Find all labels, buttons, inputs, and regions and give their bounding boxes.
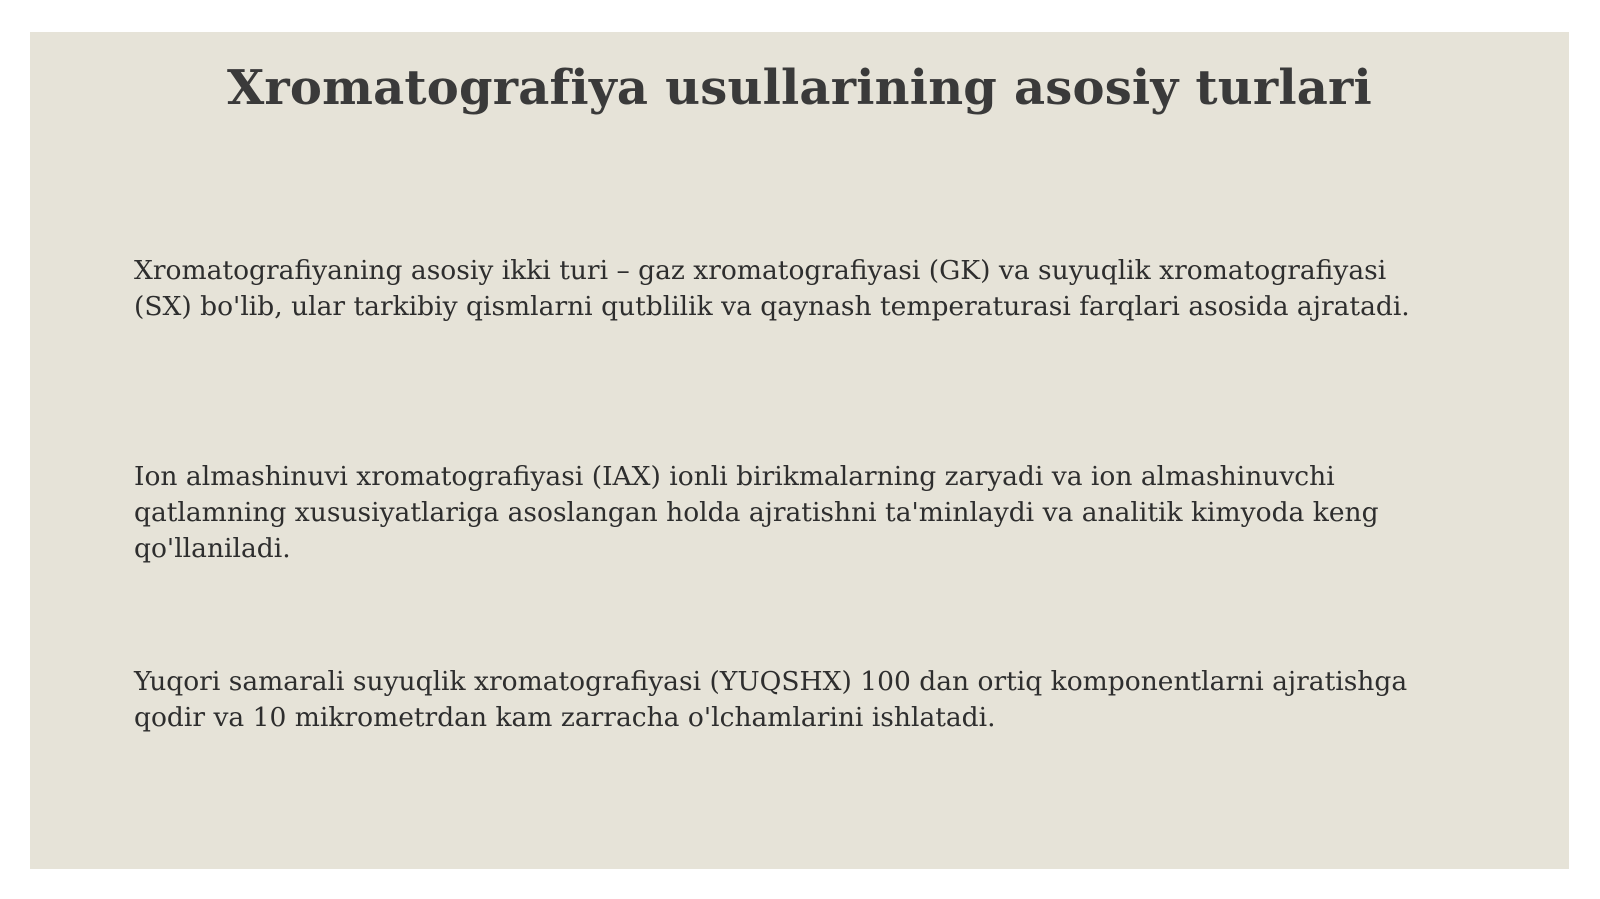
bullet-paragraph-gc-lc: Xromatografiyaning asosiy ikki turi – gaz xromatografiyasi (GK) va suyuqlik xromatografiyasi (SX) bo'lib, ular tarkibiy qismlarni qutblilik va qaynash temperaturasi farqlari asosida ajratadi.	[134, 255, 1410, 322]
bullet-paragraph-hplc: Yuqori samarali suyuqlik xromatografiyasi (YUQSHX) 100 dan ortiq komponentlarni ajratishga qodir va 10 mikrometrdan kam zarracha o'lchamlarini ishlatadi.	[134, 666, 1408, 733]
bullet-paragraph-ion-exchange: Ion almashinuvi xromatografiyasi (IAX) ionli birikmalarning zaryadi va ion almashinuvchi qatlamning xususiyatlariga asoslangan holda ajratishni ta'minlaydi va analitik kimyoda keng qo'llaniladi.	[134, 461, 1379, 564]
slide-title: Xromatografiya usullarining asosiy turlari	[226, 60, 1372, 116]
slide	[30, 32, 1569, 869]
